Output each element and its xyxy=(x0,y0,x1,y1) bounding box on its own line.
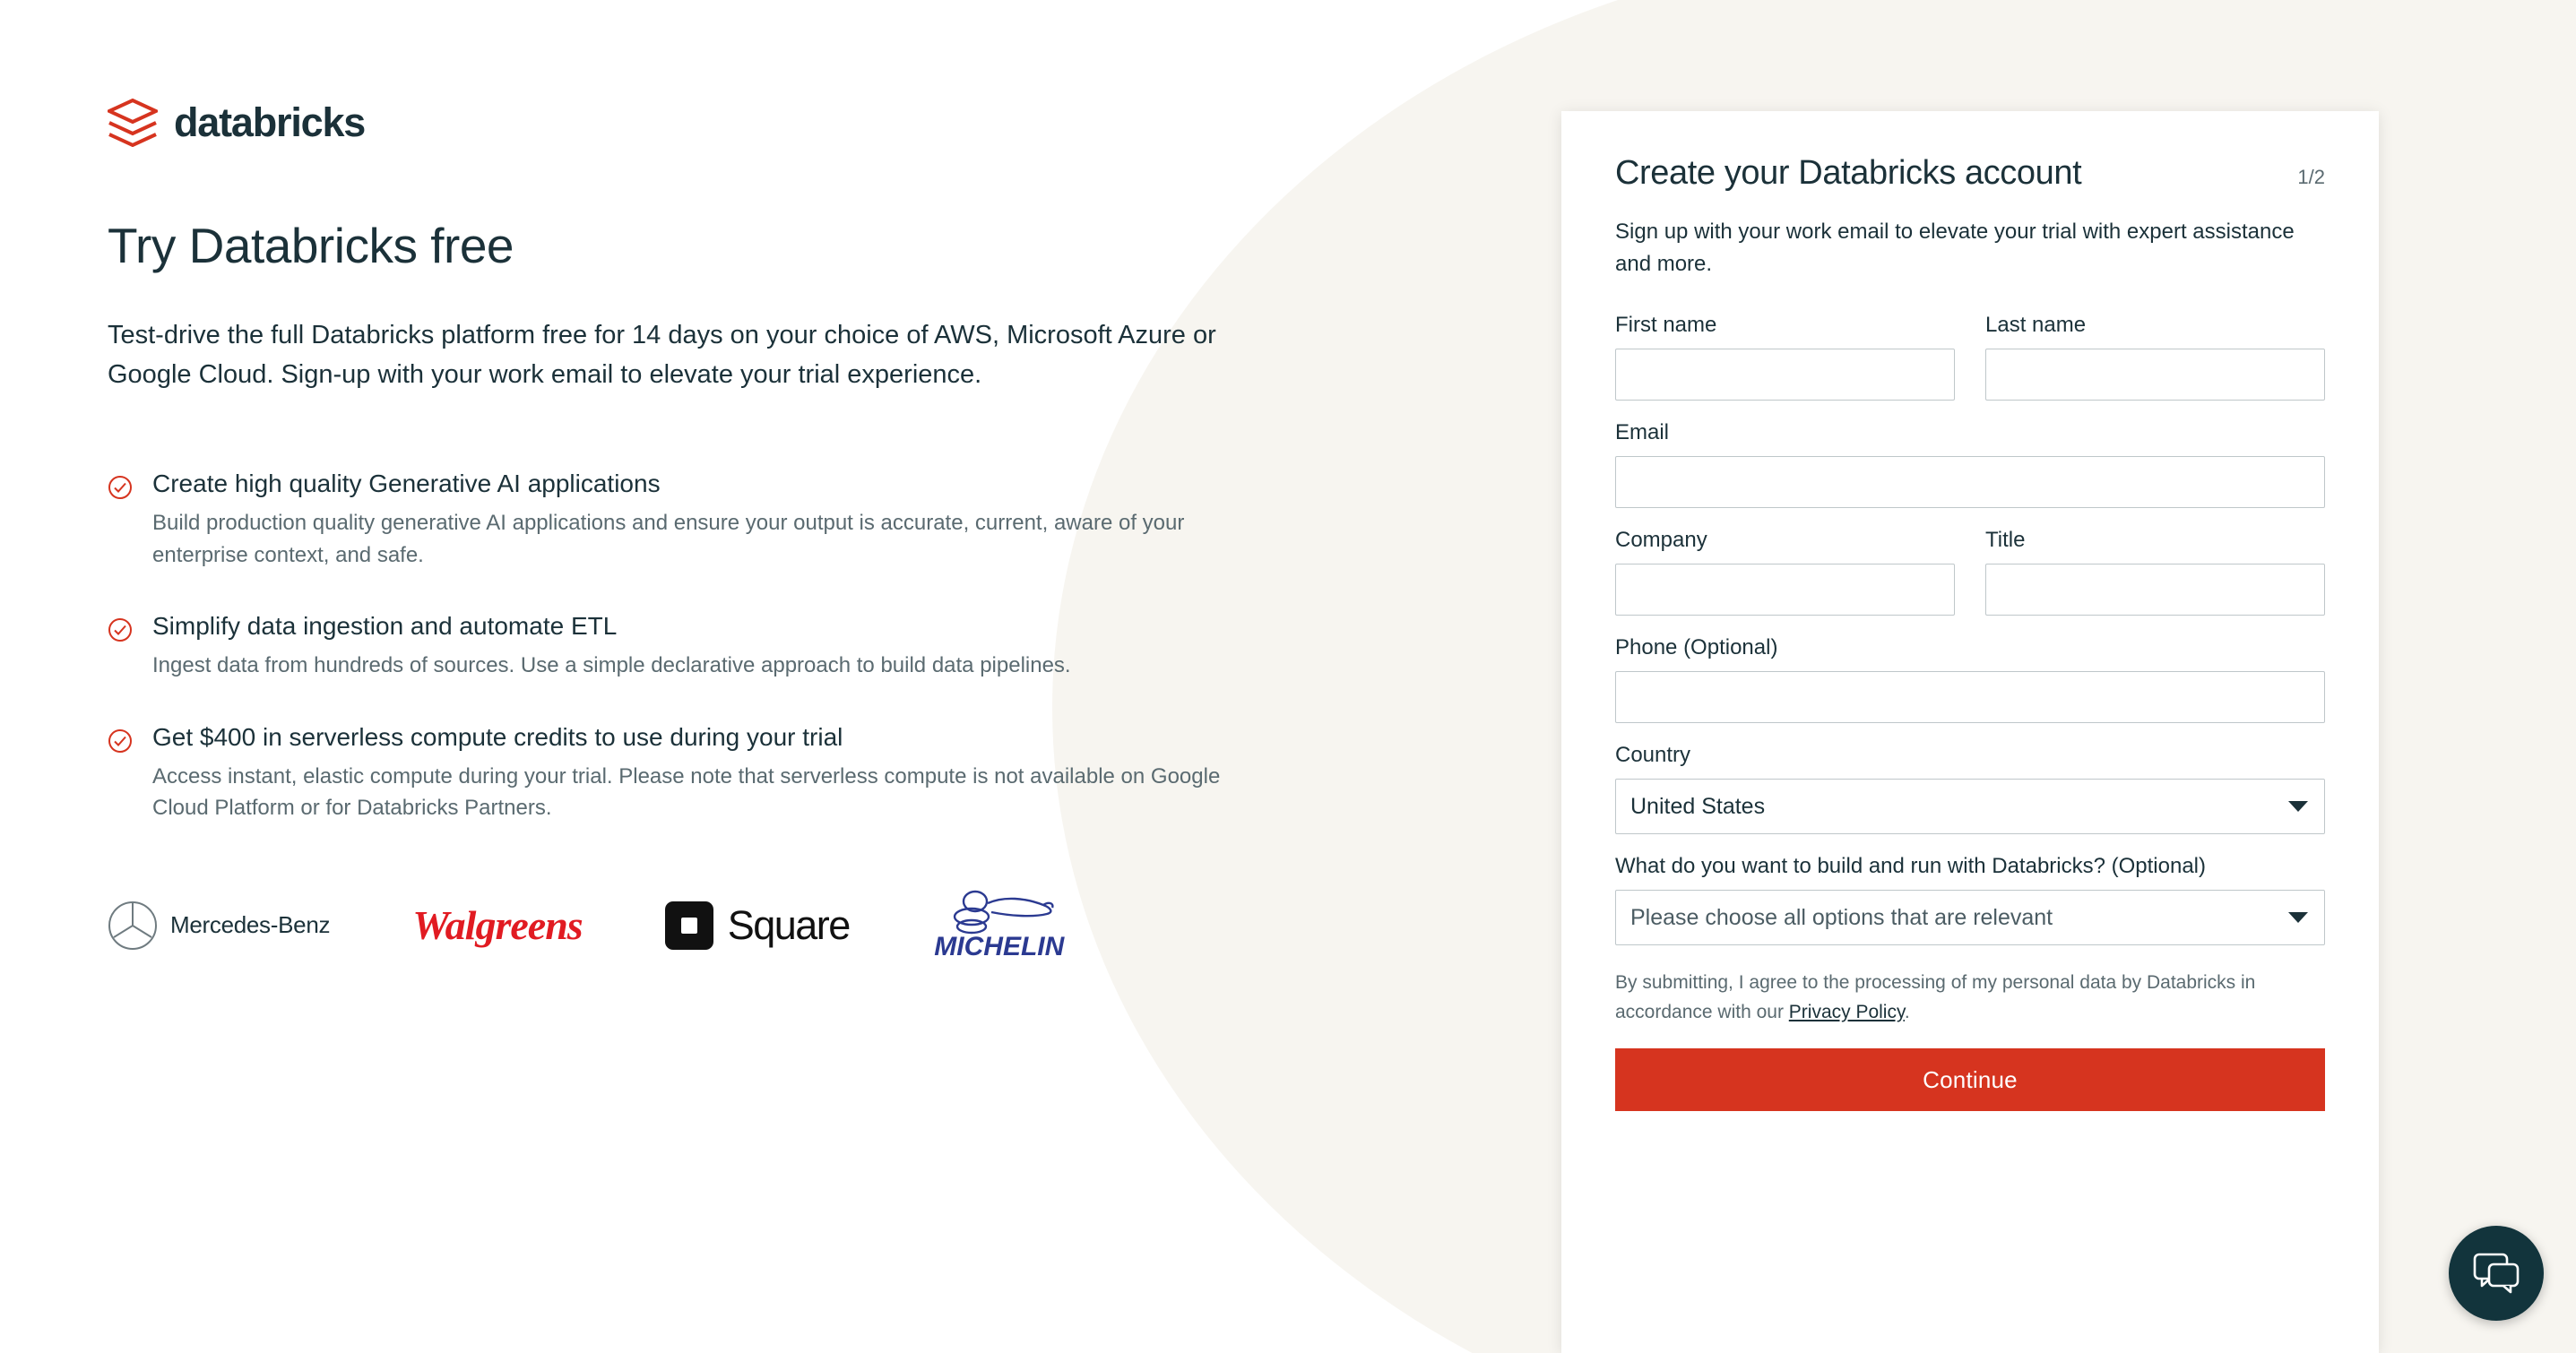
job-title-label: Title xyxy=(1985,528,2026,552)
company-input[interactable] xyxy=(1615,564,1955,616)
feature-title: Simplify data ingestion and automate ETL xyxy=(152,612,618,641)
feature-item xyxy=(108,723,1327,824)
step-counter: 1/2 xyxy=(2297,166,2325,188)
phone-input[interactable] xyxy=(1615,671,2325,723)
feature-item xyxy=(108,612,1327,682)
feature-title: Create high quality Generative AI applications xyxy=(152,470,661,498)
square-logo-icon xyxy=(665,901,713,950)
check-circle-icon xyxy=(108,475,133,571)
chat-bubble-icon xyxy=(2473,1253,2520,1294)
continue-button[interactable]: Continue xyxy=(1615,1048,2325,1111)
chat-launcher-button[interactable] xyxy=(2449,1226,2544,1321)
logo-square xyxy=(665,901,850,950)
legal-prefix: By submitting, I agree to the processing of my personal data by Databricks in accordance with our xyxy=(1615,972,2256,1022)
email-label: Email xyxy=(1615,420,1670,444)
feature-description: Access instant, elastic compute during your trial. Please note that serverless compute is not available on Google Cloud Platform or for Databricks Partners. xyxy=(152,763,1221,821)
marketing-column xyxy=(108,99,1327,962)
chevron-down-icon xyxy=(2288,801,2308,812)
feature-item xyxy=(108,470,1327,571)
feature-description: Build production quality generative AI applications and ensure your output is accurate, current, aware of your enterprise context, and safe. xyxy=(152,511,1185,567)
databricks-stack-logo-icon xyxy=(108,99,158,147)
feature-title: Get $400 in serverless compute credits to use during your trial xyxy=(152,722,843,751)
chevron-down-icon xyxy=(2288,912,2308,923)
first-name-input[interactable] xyxy=(1615,349,1955,401)
check-circle-icon xyxy=(108,728,133,824)
form-title: Create your Databricks account xyxy=(1615,154,2082,192)
page-title: Try Databricks free xyxy=(108,218,514,273)
name-row xyxy=(1615,313,2325,420)
country-label: Country xyxy=(1615,743,1691,767)
job-title-input[interactable] xyxy=(1985,564,2325,616)
last-name-field xyxy=(1985,313,2325,401)
legal-text xyxy=(1615,969,2325,1027)
phone-field xyxy=(1615,635,2325,723)
privacy-policy-link[interactable]: Privacy Policy xyxy=(1788,1001,1905,1022)
page-subhead: Test-drive the full Databricks platform free for 14 days on your choice of AWS, Microsoft Azure or Google Cloud. Sign-up with your work email to elevate your trial experience. xyxy=(108,321,1216,390)
mercedes-benz-star-icon xyxy=(108,901,158,951)
logo-mercedes-benz xyxy=(108,901,330,951)
check-circle-icon xyxy=(108,617,133,682)
phone-label: Phone (Optional) xyxy=(1615,635,1778,659)
build-run-select[interactable] xyxy=(1615,890,2325,945)
logo-label: MICHELIN xyxy=(934,931,1065,961)
country-select[interactable] xyxy=(1615,779,2325,834)
first-name-label: First name xyxy=(1615,313,1717,337)
logo-label: Mercedes-Benz xyxy=(170,911,331,939)
first-name-field xyxy=(1615,313,1955,401)
signup-card xyxy=(1561,111,2379,1353)
logo-walgreens: Walgreens xyxy=(412,902,583,949)
last-name-input[interactable] xyxy=(1985,349,2325,401)
feature-description: Ingest data from hundreds of sources. Use a simple declarative approach to build data pipelines. xyxy=(152,653,1071,678)
country-field xyxy=(1615,743,2325,834)
email-field xyxy=(1615,420,2325,508)
card-header xyxy=(1615,154,2325,193)
legal-suffix: . xyxy=(1904,1001,1910,1022)
michelin-man-icon xyxy=(932,889,1067,935)
customer-logos xyxy=(108,889,1327,962)
job-title-field xyxy=(1985,528,2325,616)
build-run-label: What do you want to build and run with Databricks? (Optional) xyxy=(1615,854,2207,878)
country-selected-value: United States xyxy=(1630,793,1766,819)
logo-label: Square xyxy=(727,901,850,948)
logo-michelin xyxy=(932,889,1067,962)
email-input[interactable] xyxy=(1615,456,2325,508)
company-field xyxy=(1615,528,1955,616)
databricks-logo[interactable] xyxy=(108,99,1327,147)
form-subtitle: Sign up with your work email to elevate your trial with expert assistance and more. xyxy=(1615,220,2295,276)
databricks-wordmark: databricks xyxy=(174,99,366,145)
build-run-selected-value: Please choose all options that are relevant xyxy=(1630,904,2053,930)
company-label: Company xyxy=(1615,528,1707,552)
last-name-label: Last name xyxy=(1985,313,2087,337)
company-title-row xyxy=(1615,528,2325,635)
build-run-field xyxy=(1615,854,2325,945)
